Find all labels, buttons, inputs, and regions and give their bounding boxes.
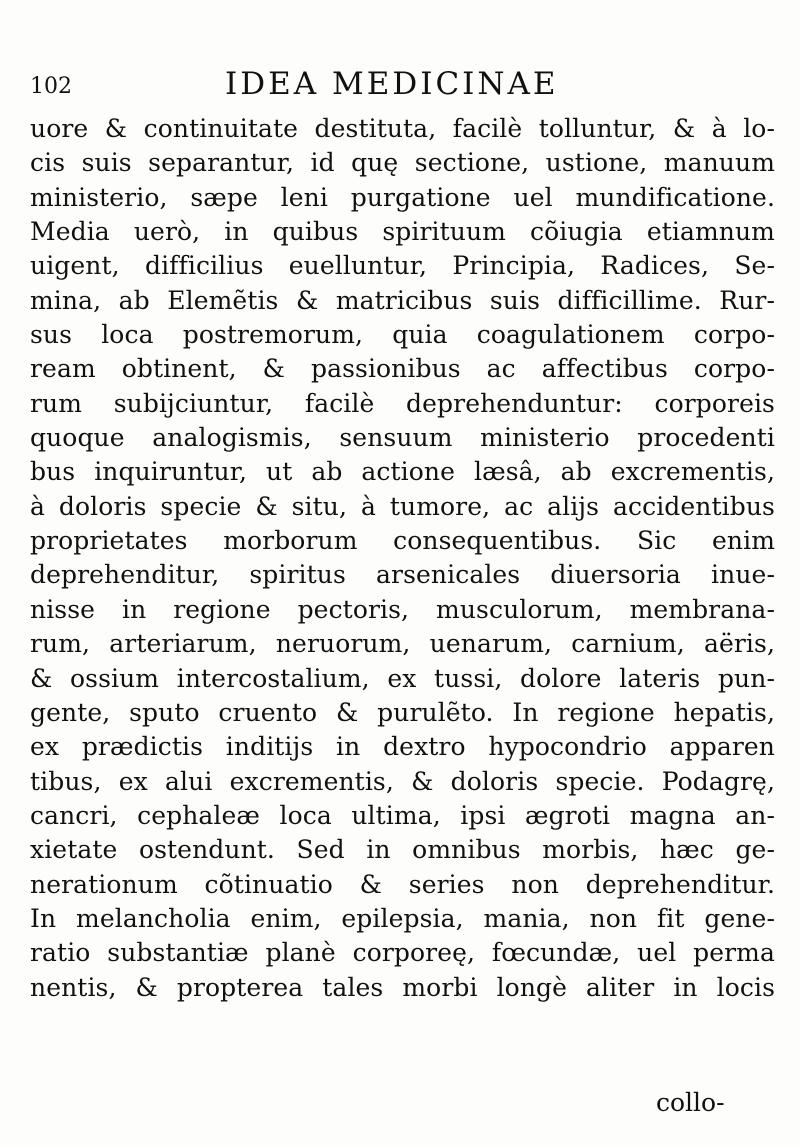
text-line: Media uerò, in quibus spirituum cõiugia etiamnum <box>30 217 775 247</box>
text-line: deprehenditur, spiritus arsenicales diuersoria inue- <box>30 560 775 590</box>
body-text <box>30 112 775 1005</box>
text-line: nisse in regione pectoris, musculorum, membrana- <box>30 594 775 624</box>
text-line: ratio substantiæ planè corporeę, fœcundæ, uel perma <box>30 938 775 968</box>
text-line: proprietates morborum consequentibus. Sic enim <box>30 526 775 556</box>
text-line: ex prædictis inditijs in dextro hypocondrio apparen <box>30 732 775 762</box>
page-header <box>30 66 770 106</box>
text-line: cis suis separantur, id quę sectione, ustione, manuum <box>30 148 775 178</box>
text-line: uigent, difficilius euelluntur, Principia, Radices, Se- <box>30 251 775 281</box>
catchword: collo- <box>656 1088 725 1117</box>
text-line: xietate ostendunt. Sed in omnibus morbis, hæc ge- <box>30 835 775 865</box>
text-line: rum, arteriarum, neruorum, uenarum, carnium, aëris, <box>30 629 775 659</box>
text-line: rum subijciuntur, facilè deprehenduntur: corporeis <box>30 388 775 418</box>
text-line: bus inquiruntur, ut ab actione læsâ, ab excrementis, <box>30 457 775 487</box>
text-line: & ossium intercostalium, ex tussi, dolore lateris pun- <box>30 663 775 693</box>
text-line: cancri, cephaleæ loca ultima, ipsi ægroti magna an- <box>30 800 775 830</box>
running-head: IDEA MEDICINAE <box>225 66 559 102</box>
page-number: 102 <box>30 74 72 99</box>
text-line: ream obtinent, & passionibus ac affectibus corpo- <box>30 354 775 384</box>
text-line: quoque analogismis, sensuum ministerio procedenti <box>30 423 775 453</box>
text-line: uore & continuitate destituta, facilè tolluntur, & à lo- <box>30 114 775 143</box>
text-line: mina, ab Elemẽtis & matricibus suis difficillime. Rur- <box>30 285 775 315</box>
text-line: à doloris specie & situ, à tumore, ac alijs accidentibus <box>30 491 775 521</box>
text-line: nerationum cõtinuatio & series non deprehenditur. <box>30 869 775 899</box>
text-line: sus loca postremorum, quia coagulationem corpo- <box>30 320 775 350</box>
text-line: ministerio, sæpe leni purgatione uel mundificatione. <box>30 182 775 212</box>
text-line: In melancholia enim, epilepsia, mania, non fit gene- <box>30 903 775 933</box>
text-line: nentis, & propterea tales morbi longè aliter in locis <box>30 972 775 1002</box>
text-line: gente, sputo cruento & purulẽto. In regione hepatis, <box>30 697 775 727</box>
text-line: tibus, ex alui excrementis, & doloris specie. Podagrę, <box>30 766 775 796</box>
